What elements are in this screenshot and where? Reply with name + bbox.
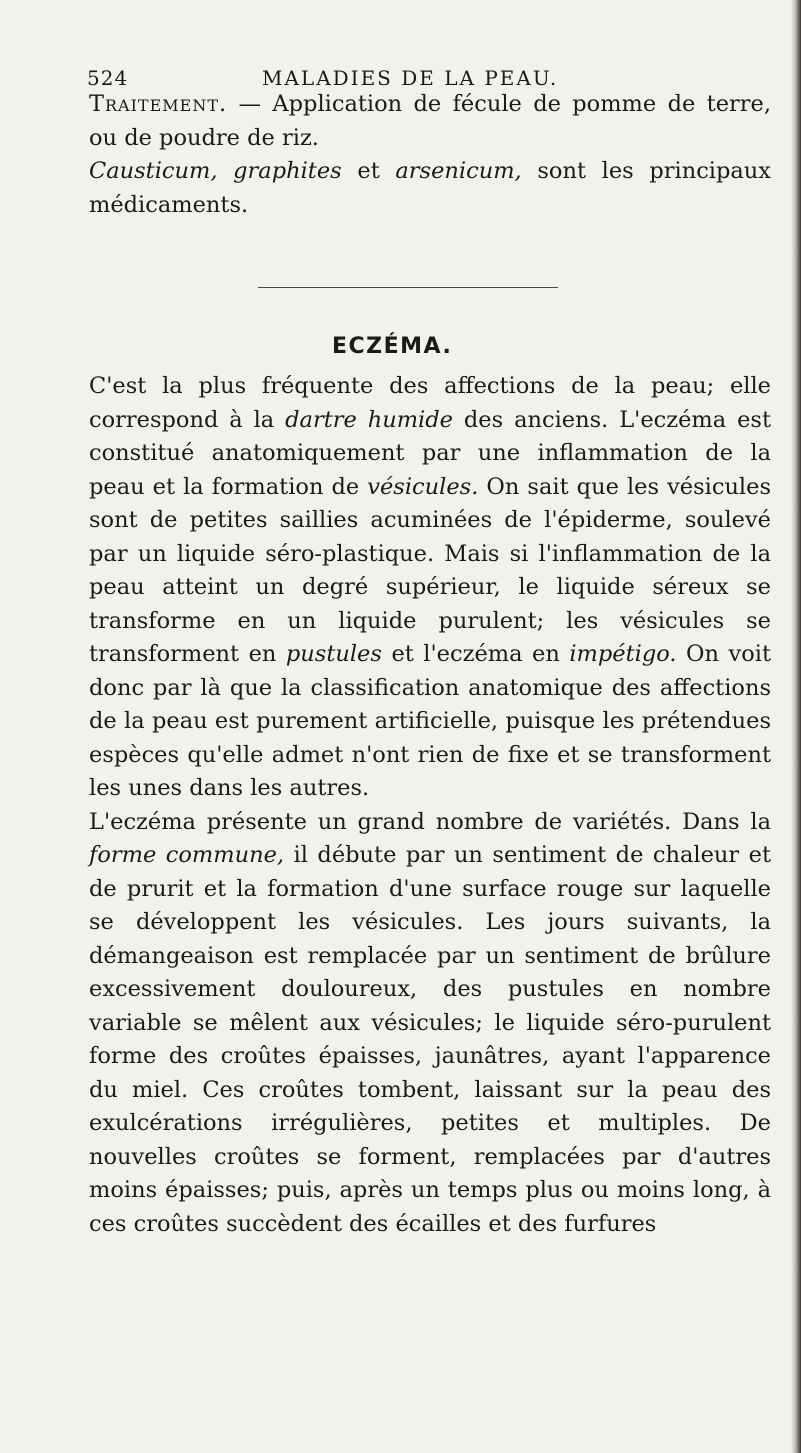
running-title: MALADIES DE LA PEAU. <box>262 66 559 90</box>
page-number: 524 <box>87 66 129 90</box>
medicaments-text: sont les principaux médicaments. <box>89 158 771 218</box>
p1-part-4: et l'eczéma en <box>381 641 570 667</box>
section-title: ECZÉMA. <box>332 334 453 359</box>
p2-italic-1: forme commune, <box>89 842 285 868</box>
medicaments-italic-2: arsenicum, <box>395 158 522 184</box>
eczema-paragraph-2 <box>89 806 771 1242</box>
treatment-text: — Application de fécule de pomme de terre, ou de poudre de riz. <box>89 91 771 151</box>
medicaments-paragraph <box>89 155 771 222</box>
p1-italic-3: pustules <box>285 641 382 667</box>
medicaments-connector: et <box>341 158 396 184</box>
p1-italic-4: impétigo. <box>569 641 677 667</box>
eczema-body <box>89 370 771 1241</box>
p2-part-2: il débute par un sentiment de chaleur et de prurit et la formation d'une surface rouge sur laquelle se développent les vésicules. Les jours suivants, la démangeaison est remplacée par un sentiment de brûlure excessivement douloureux, des pustules en nombre variable se mêlent aux vésicules; le liquide séro-purulent forme des croûtes épaisses, jaunâtres, ayant l'apparence du miel. Ces croûtes tombent, laissant sur la peau des exulcérations irrégulières, petites et multiples. De nouvelles croûtes se forment, remplacées par d'autres moins épaisses; puis, après un temps plus ou moins long, à ces croûtes succèdent des écailles et des furfures <box>89 842 772 1237</box>
p1-italic-1: dartre humide <box>285 406 453 433</box>
p2-part-1: L'eczéma présente un grand nombre de variétés. Dans la <box>89 808 771 835</box>
treatment-paragraph <box>89 88 771 155</box>
medicaments-italic-1: Causticum, graphites <box>89 158 342 184</box>
p1-part-2: des anciens. L'eczéma est constitué anatomiquement par une inflammation de la peau et la formation de <box>89 406 771 500</box>
p1-italic-2: vésicules. <box>367 473 479 500</box>
eczema-paragraph-1 <box>89 370 771 806</box>
p1-part-1: C'est la plus fréquente des affections de la peau; elle correspond à la <box>89 373 771 433</box>
treatment-section <box>89 88 771 222</box>
treatment-label: Traitement. <box>89 91 228 117</box>
section-divider <box>258 287 558 288</box>
page-edge-shadow <box>791 0 801 1453</box>
p1-part-3: On sait que les vésicules sont de petites saillies acuminées de l'épiderme, soulevé par un liquide séro-plastique. Mais si l'inflammation de la peau atteint un degré supérieur, le liquide séreux se transforme en un liquide purulent; les vésicules se transforment en <box>89 473 771 667</box>
p1-part-5: On voit donc par là que la classification anatomique des affections de la peau est purement artificielle, puisque les prétendues espèces qu'elle admet n'ont rien de fixe et se transforment les unes dans les autres. <box>89 641 771 801</box>
